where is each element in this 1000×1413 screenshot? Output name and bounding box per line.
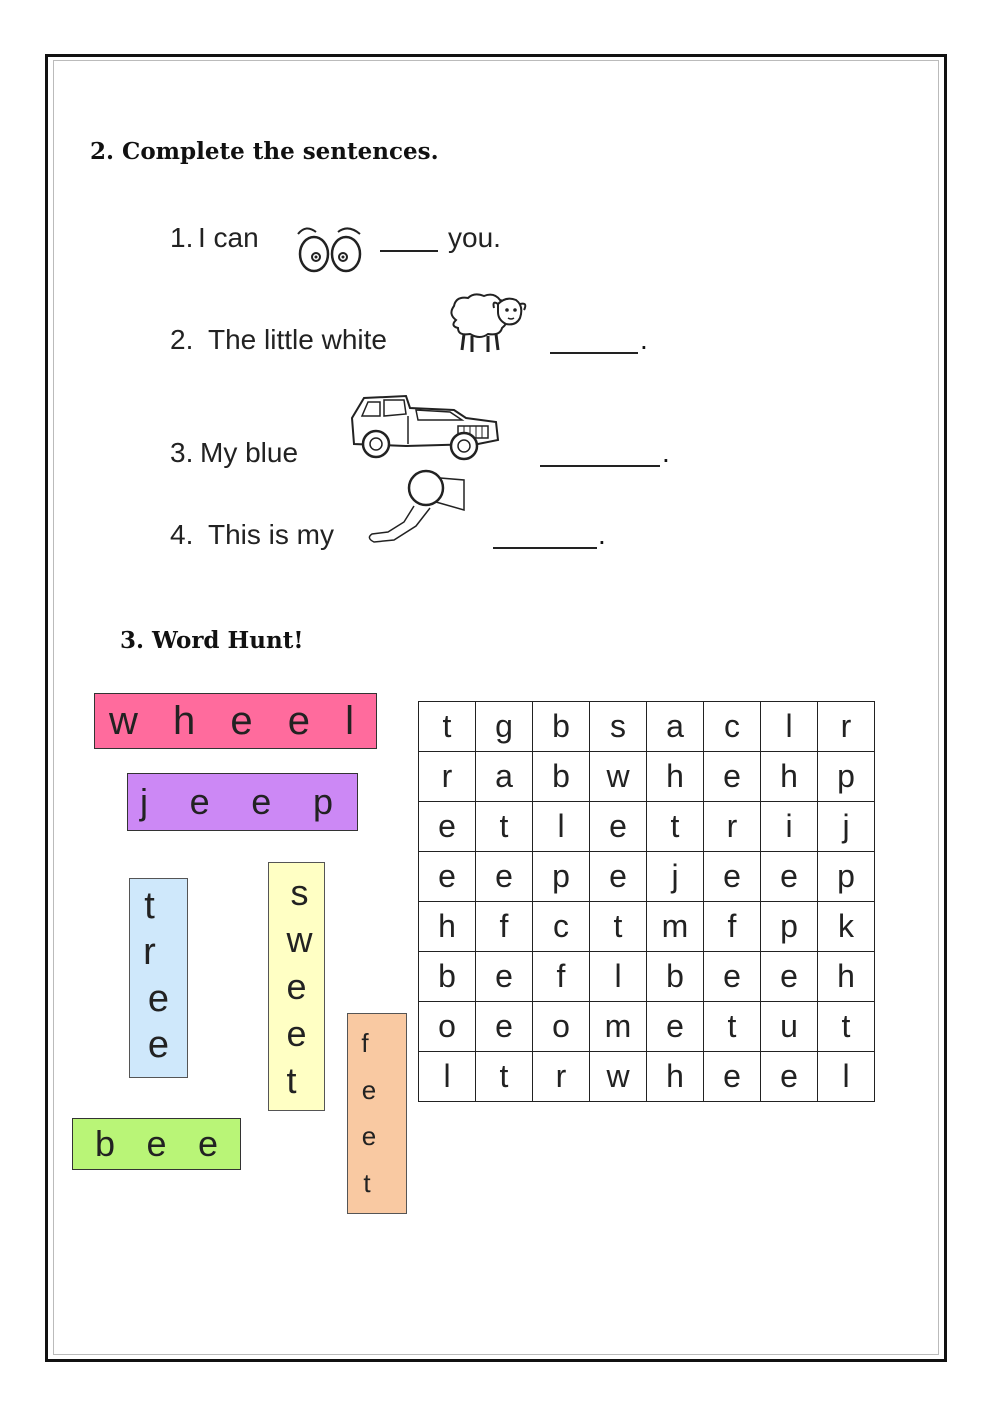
sentence-1-blank[interactable]	[380, 250, 438, 252]
word-letter: t	[286, 1059, 297, 1101]
knee-icon	[364, 466, 468, 548]
grid-cell[interactable]: l	[533, 802, 590, 852]
grid-cell[interactable]: w	[590, 752, 647, 802]
word-letter: e	[287, 698, 310, 743]
grid-row	[419, 852, 875, 902]
grid-row	[419, 902, 875, 952]
word-letter: e	[147, 1024, 170, 1067]
grid-cell[interactable]: j	[647, 852, 704, 902]
word-letter: p	[312, 781, 333, 822]
sentence-4-number: 4.	[170, 519, 194, 550]
word-letter: w	[286, 918, 313, 960]
grid-cell[interactable]: t	[704, 1002, 761, 1052]
grid-cell[interactable]: e	[476, 952, 533, 1002]
grid-cell[interactable]: t	[476, 802, 533, 852]
grid-cell[interactable]: m	[647, 902, 704, 952]
grid-cell[interactable]: e	[704, 1052, 761, 1102]
word-letter: r	[143, 931, 156, 974]
grid-cell[interactable]: t	[419, 702, 476, 752]
grid-cell[interactable]: r	[533, 1052, 590, 1102]
sentence-1-text: I can	[198, 222, 259, 253]
sentence-2-after: .	[640, 324, 648, 355]
grid-cell[interactable]: h	[647, 1052, 704, 1102]
grid-cell[interactable]: p	[761, 902, 818, 952]
grid-cell[interactable]: t	[818, 1002, 875, 1052]
grid-cell[interactable]: h	[647, 752, 704, 802]
grid-cell[interactable]: m	[590, 1002, 647, 1052]
jeep-icon	[346, 388, 502, 462]
grid-cell[interactable]: h	[419, 902, 476, 952]
word-letter: l	[345, 698, 354, 743]
grid-row	[419, 1002, 875, 1052]
word-letter: b	[95, 1123, 116, 1164]
grid-cell[interactable]: e	[761, 852, 818, 902]
grid-cell[interactable]: e	[704, 952, 761, 1002]
word-card-jeep[interactable]	[127, 773, 358, 831]
word-letter: t	[144, 884, 155, 927]
grid-cell[interactable]: f	[533, 952, 590, 1002]
grid-cell[interactable]: r	[704, 802, 761, 852]
grid-cell[interactable]: l	[419, 1052, 476, 1102]
grid-cell[interactable]: p	[533, 852, 590, 902]
sentence-3-text: My blue	[200, 437, 299, 468]
grid-cell[interactable]: b	[647, 952, 704, 1002]
sentence-1-after: you.	[448, 222, 501, 253]
sentence-2-blank[interactable]	[550, 352, 638, 354]
grid-cell[interactable]: f	[476, 902, 533, 952]
sentence-4-after: .	[598, 519, 606, 550]
grid-row	[419, 952, 875, 1002]
sentence-3-number: 3.	[170, 437, 194, 468]
grid-cell[interactable]: a	[647, 702, 704, 752]
grid-cell[interactable]: p	[818, 752, 875, 802]
grid-cell[interactable]: b	[419, 952, 476, 1002]
grid-cell[interactable]: t	[647, 802, 704, 852]
word-card-tree[interactable]	[129, 878, 188, 1078]
grid-cell[interactable]: k	[818, 902, 875, 952]
grid-cell[interactable]: f	[704, 902, 761, 952]
grid-cell[interactable]: e	[476, 852, 533, 902]
sentence-3-blank[interactable]	[540, 465, 660, 467]
grid-cell[interactable]: l	[761, 702, 818, 752]
grid-cell[interactable]: a	[476, 752, 533, 802]
grid-cell[interactable]: e	[590, 852, 647, 902]
word-letter: e	[286, 965, 307, 1007]
word-letter: w	[109, 698, 138, 743]
grid-row	[419, 752, 875, 802]
grid-cell[interactable]: e	[761, 1052, 818, 1102]
word-search-grid	[418, 701, 875, 1102]
grid-cell[interactable]: b	[533, 702, 590, 752]
grid-cell[interactable]: c	[533, 902, 590, 952]
grid-cell[interactable]: e	[419, 802, 476, 852]
sentence-4-blank[interactable]	[493, 547, 597, 549]
grid-row	[419, 702, 875, 752]
sentence-4-text: This is my	[208, 519, 334, 550]
sheep-icon	[444, 290, 530, 354]
grid-row	[419, 1052, 875, 1102]
grid-cell[interactable]: l	[818, 1052, 875, 1102]
grid-cell[interactable]: r	[419, 752, 476, 802]
grid-cell[interactable]: g	[476, 702, 533, 752]
word-letter: h	[173, 698, 196, 743]
word-letter: e	[251, 781, 272, 822]
grid-cell[interactable]: l	[590, 952, 647, 1002]
grid-cell[interactable]: e	[419, 852, 476, 902]
sentence-2-number: 2.	[170, 324, 194, 355]
grid-cell[interactable]: i	[761, 802, 818, 852]
word-card-wheel[interactable]	[94, 693, 377, 749]
grid-cell[interactable]: t	[476, 1052, 533, 1102]
grid-cell[interactable]: c	[704, 702, 761, 752]
grid-row	[419, 802, 875, 852]
word-letter: e	[230, 698, 253, 743]
grid-cell[interactable]: e	[476, 1002, 533, 1052]
grid-cell[interactable]: e	[647, 1002, 704, 1052]
grid-cell[interactable]: r	[818, 702, 875, 752]
word-card-bee[interactable]	[72, 1118, 241, 1170]
word-letter: e	[189, 781, 210, 822]
section2-heading: 2. Complete the sentences.	[90, 138, 439, 165]
grid-cell[interactable]: j	[818, 802, 875, 852]
grid-cell[interactable]: o	[533, 1002, 590, 1052]
sentence-1-number: 1.	[170, 222, 194, 253]
sentence-2-text: The little white	[208, 324, 387, 355]
sentence-3-after: .	[662, 437, 670, 468]
grid-cell[interactable]: e	[704, 752, 761, 802]
grid-cell[interactable]: h	[761, 752, 818, 802]
word-letter: e	[147, 977, 170, 1020]
word-letter: e	[197, 1123, 218, 1164]
grid-cell[interactable]: b	[533, 752, 590, 802]
grid-cell[interactable]: w	[590, 1052, 647, 1102]
word-letter: e	[361, 1121, 377, 1152]
word-letter: e	[146, 1123, 167, 1164]
word-letter: j	[140, 781, 148, 822]
word-letter: e	[361, 1074, 377, 1105]
grid-cell[interactable]: t	[590, 902, 647, 952]
grid-cell[interactable]: e	[761, 952, 818, 1002]
word-card-feet[interactable]	[347, 1013, 407, 1214]
grid-cell[interactable]: u	[761, 1002, 818, 1052]
word-letter: s	[290, 871, 309, 913]
section3-heading: 3. Word Hunt!	[120, 627, 304, 654]
grid-cell[interactable]: o	[419, 1002, 476, 1052]
grid-cell[interactable]: h	[818, 952, 875, 1002]
eyes-icon	[294, 222, 368, 274]
word-card-sweet[interactable]	[268, 862, 325, 1111]
word-letter: f	[361, 1027, 369, 1058]
word-letter: e	[286, 1012, 307, 1054]
word-letter: t	[363, 1168, 371, 1199]
grid-cell[interactable]: p	[818, 852, 875, 902]
grid-cell[interactable]: s	[590, 702, 647, 752]
grid-cell[interactable]: e	[704, 852, 761, 902]
grid-cell[interactable]: e	[590, 802, 647, 852]
